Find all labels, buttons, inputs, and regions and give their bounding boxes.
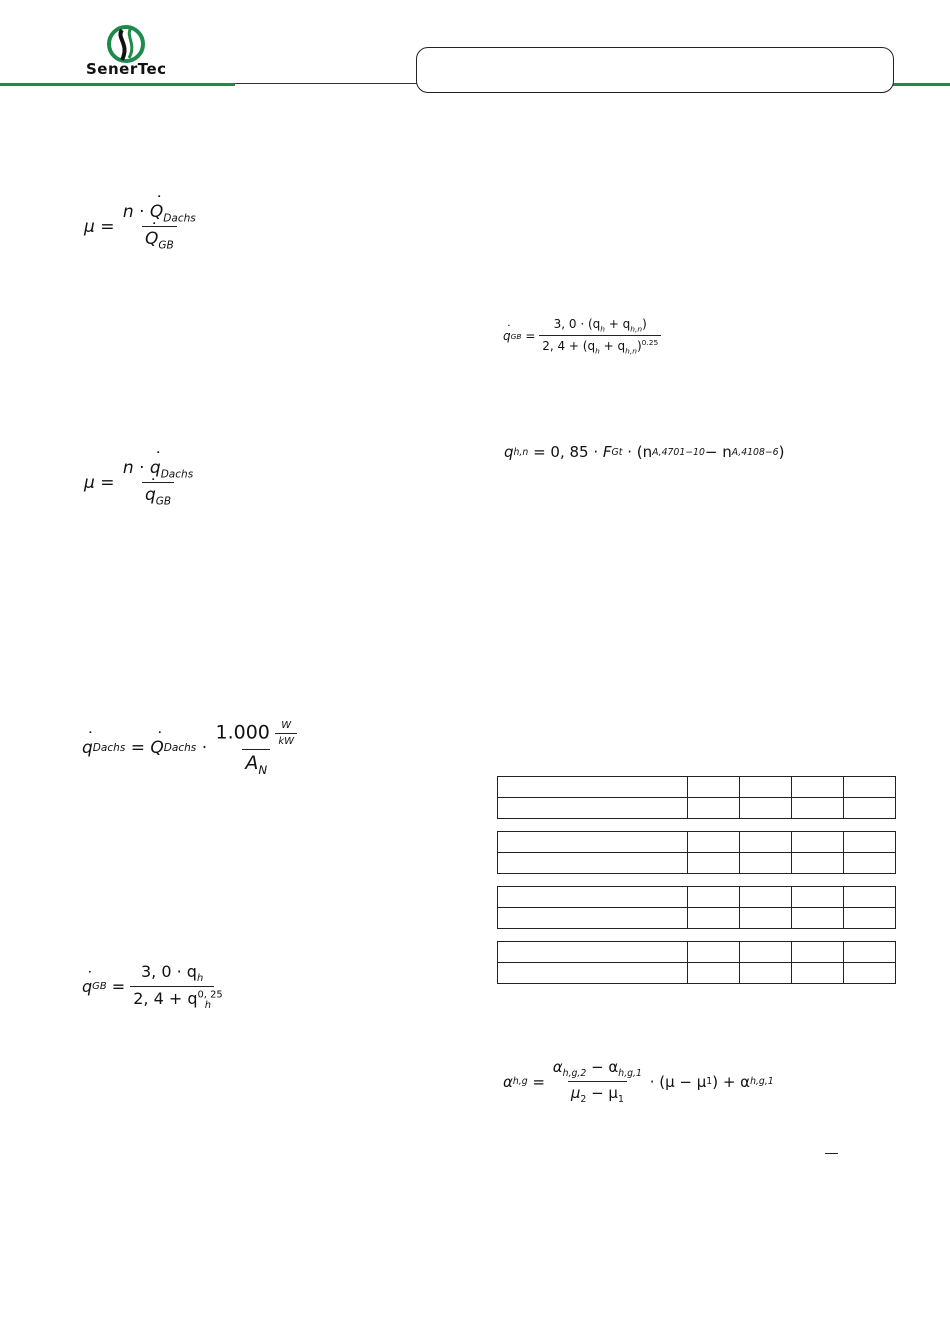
header-title-box bbox=[416, 47, 894, 93]
table-row bbox=[498, 798, 896, 819]
table-row bbox=[498, 963, 896, 984]
formula-mu-capital-q: μ = n · ˙ $Q_{Dachs}$ ˙ $Q_{GB}$ bbox=[84, 202, 199, 252]
formula-alpha-interpolation: α h,g = $\frac{\alpha_{h,g,2} - \alpha_{h,g,1}}{\mu_2 - \mu_1}$ · (μ − μ 1 ) + α h,g,1 bbox=[503, 1058, 774, 1105]
table-row bbox=[498, 853, 896, 874]
formula-q-h-n: q h,n = 0, 85 · F Gt · (n A,4701−10 − n A,4108−6 ) bbox=[504, 443, 785, 461]
table-row bbox=[498, 908, 896, 929]
table-row bbox=[498, 777, 896, 798]
data-table-3 bbox=[497, 886, 896, 929]
logo-wordmark: SenerTec bbox=[86, 60, 167, 78]
table-row bbox=[498, 832, 896, 853]
data-table-2 bbox=[497, 831, 896, 874]
header-rule-left bbox=[0, 83, 235, 86]
table-row bbox=[498, 887, 896, 908]
formula-q-gb-extended: ˙ q GB = $\frac{3, 0 \cdot (q_h + q_{h,n})}{2, 4 + (q_h + q_{h,n})^{0.25}}$ bbox=[503, 317, 661, 356]
header-rule-mid bbox=[235, 83, 420, 84]
formula-mu-small-q: μ = n · ˙ $q_{Dachs}$ ˙ $q_{GB}$ bbox=[84, 458, 196, 508]
data-table-4 bbox=[497, 941, 896, 984]
dash-mark bbox=[825, 1153, 838, 1154]
header-rule-right bbox=[893, 83, 950, 86]
formula-q-gb-simple: ˙ q GB = $\frac{3, 0 \cdot q_h}{2, 4 + q^{0, 25}_h}$ bbox=[82, 962, 214, 1011]
formula-q-dachs: ˙ q Dachs = ˙ Q Dachs · 1.000 $\frac{W}{kW}$ $A_N$ bbox=[82, 720, 300, 777]
table-row bbox=[498, 942, 896, 963]
data-table-1 bbox=[497, 776, 896, 819]
